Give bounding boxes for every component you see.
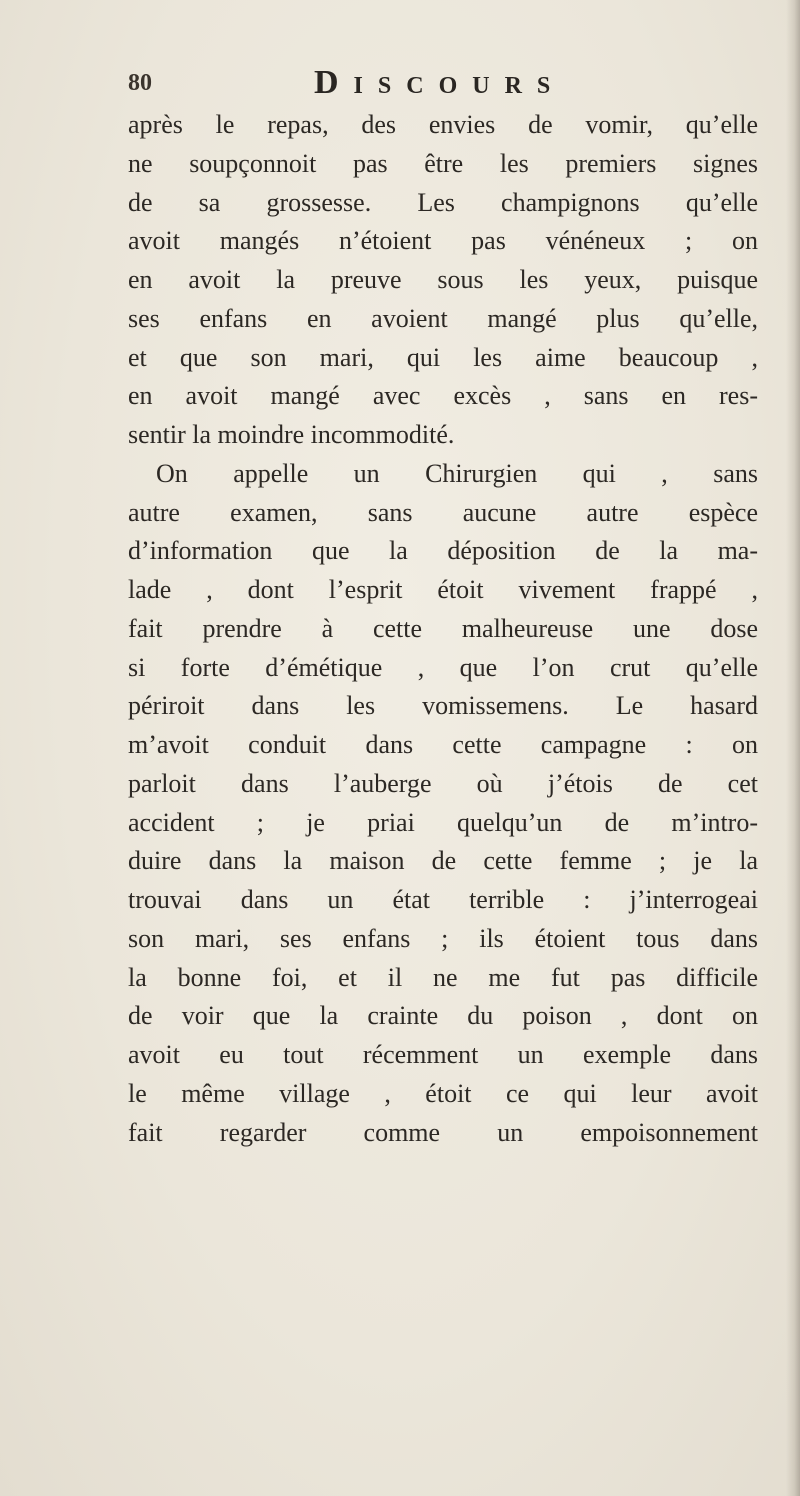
text-line: et que son mari, qui les aime beaucoup , xyxy=(128,342,758,372)
text-line: fait prendre à cette malheureuse une dose xyxy=(128,613,758,643)
text-line: duire dans la maison de cette femme ; je la xyxy=(128,846,758,876)
text-line: autre examen, sans aucune autre espèce xyxy=(128,497,758,527)
text-line: d’information que la déposition de la ma- xyxy=(128,536,758,566)
page-number: 80 xyxy=(128,70,152,96)
text-line: en avoit la preuve sous les yeux, puisque xyxy=(128,265,758,294)
text-line: ne soupçonnoit pas être les premiers signes xyxy=(128,148,758,178)
text-line: de voir que la crainte du poison , dont on xyxy=(128,1001,758,1031)
text-line: en avoit mangé avec excès , sans en res- xyxy=(128,381,758,411)
text-line: sentir la moindre incommodité. xyxy=(128,420,455,449)
text-line: m’avoit conduit dans cette campagne : on xyxy=(128,730,758,759)
text-line: lade , dont l’esprit étoit vivement frappé , xyxy=(128,575,758,604)
text-line: de sa grossesse. Les champignons qu’elle xyxy=(128,187,758,217)
text-line: après le repas, des envies de vomir, qu’elle xyxy=(128,110,758,139)
text-line: avoit eu tout récemment un exemple dans xyxy=(128,1040,758,1069)
page-binding-edge xyxy=(786,0,800,1496)
text-line: trouvai dans un état terrible : j’interrogeai xyxy=(128,885,758,914)
text-line: fait regarder comme un empoisonnement xyxy=(128,1117,758,1147)
text-line: ses enfans en avoient mangé plus qu’elle, xyxy=(128,303,758,333)
body-text xyxy=(128,106,758,1152)
text-line: accident ; je priai quelqu’un de m’intro- xyxy=(128,807,758,837)
text-line: avoit mangés n’étoient pas vénéneux ; on xyxy=(128,226,758,256)
text-line: si forte d’émétique , que l’on crut qu’elle xyxy=(128,652,758,682)
running-title: Discours xyxy=(314,64,566,101)
text-line: parloit dans l’auberge où j’étois de cet xyxy=(128,768,758,798)
text-line: son mari, ses enfans ; ils étoient tous dans xyxy=(128,923,758,953)
text-line: périroit dans les vomissemens. Le hasard xyxy=(128,691,758,721)
page-header xyxy=(128,64,688,104)
text-line: On appelle un Chirurgien qui , sans xyxy=(156,458,758,488)
text-line: la bonne foi, et il ne me fut pas difficile xyxy=(128,962,758,992)
text-line: le même village , étoit ce qui leur avoit xyxy=(128,1078,758,1108)
